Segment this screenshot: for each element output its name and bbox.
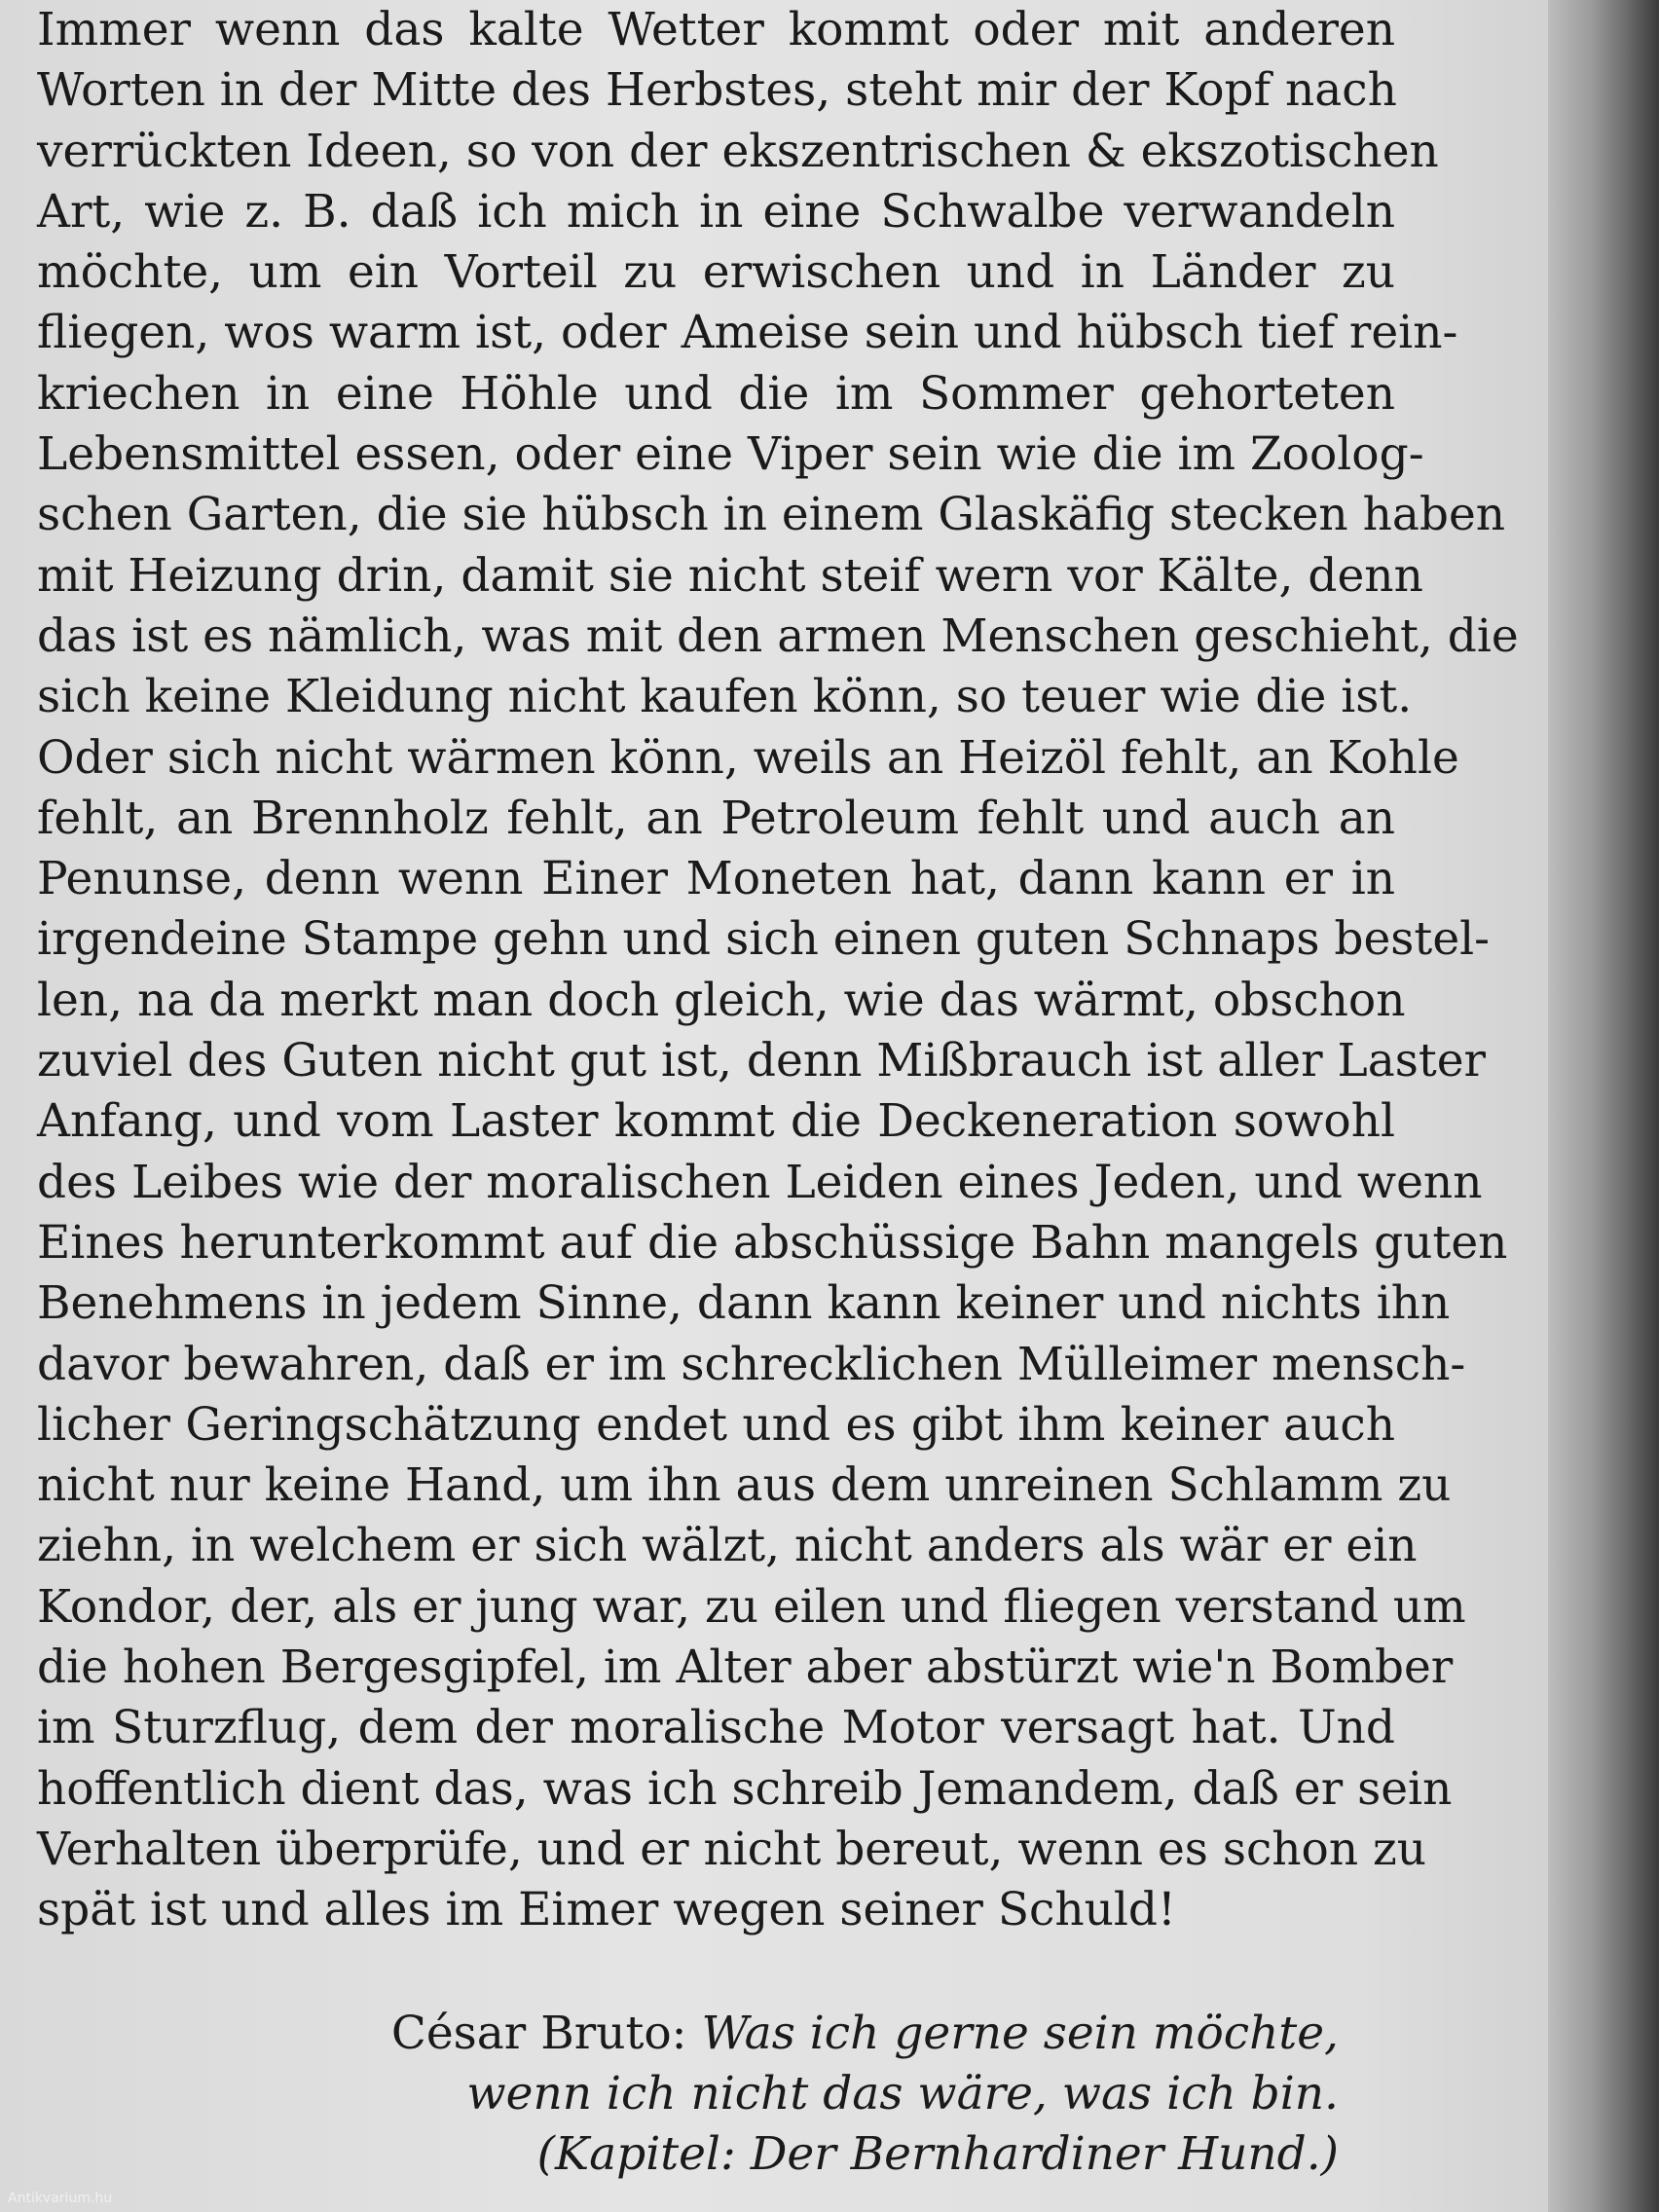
citation-author: César Bruto: <box>390 2007 687 2060</box>
body-text <box>37 0 1519 1941</box>
citation-chapter: (Kapitel: Der Bernhardiner Hund.) <box>536 2127 1339 2181</box>
text-line: möchte, um ein Vorteil zu erwischen und in Länder zu <box>37 245 1395 300</box>
text-line: hoffentlich dient das, was ich schreib Jemandem, daß er sein <box>37 1761 1453 1816</box>
text-line: Kondor, der, als er jung war, zu eilen und fliegen verstand um <box>37 1579 1466 1634</box>
text-line: des Leibes wie der moralischen Leiden eines Jeden, und wenn <box>37 1155 1483 1209</box>
watermark: Antikvarium.hu <box>8 2191 113 2206</box>
text-line: zuviel des Guten nicht gut ist, denn Mißbrauch ist aller Laster <box>37 1034 1487 1088</box>
text-line: Immer wenn das kalte Wetter kommt oder mit anderen <box>37 3 1395 56</box>
text-line: kriechen in eine Höhle und die im Sommer gehorteten <box>37 366 1395 421</box>
text-line: ziehn, in welchem er sich wälzt, nicht anders als wär er ein <box>37 1519 1418 1573</box>
text-line: licher Geringschätzung endet und es gibt ihm keiner auch <box>37 1397 1395 1452</box>
citation-work-line-2: wenn ich nicht das wäre, was ich bin. <box>466 2067 1339 2120</box>
text-line: len, na da merkt man doch gleich, wie das wärmt, obschon <box>37 973 1406 1027</box>
text-line: Anfang, und vom Laster kommt die Deckeneration sowohl <box>37 1094 1395 1149</box>
text-line: mit Heizung drin, damit sie nicht steif wern vor Kälte, denn <box>37 548 1423 603</box>
text-line: Art, wie z. B. daß ich mich in eine Schwalbe verwandeln <box>37 184 1395 239</box>
text-line: Eines herunterkommt auf die abschüssige Bahn mangels guten <box>37 1215 1508 1270</box>
text-line: die hohen Bergesgipfel, im Alter aber abstürzt wie'n Bomber <box>37 1641 1454 1695</box>
text-line: im Sturzflug, dem der moralische Motor versagt hat. Und <box>37 1701 1395 1755</box>
text-line: davor bewahren, daß er im schrecklichen Mülleimer mensch- <box>37 1337 1466 1391</box>
text-line: das ist es nämlich, was mit den armen Menschen geschieht, die <box>37 608 1519 663</box>
citation-work-line-1: Was ich gerne sein möchte, <box>701 2007 1339 2060</box>
text-line: spät ist und alles im Eimer wegen seiner Schuld! <box>37 1883 1176 1937</box>
text-line: Oder sich nicht wärmen könn, weils an Heizöl fehlt, an Kohle <box>37 730 1459 785</box>
text-line: irgendeine Stampe gehn und sich einen guten Schnaps bestel- <box>37 912 1491 967</box>
text-line: fehlt, an Brennholz fehlt, an Petroleum fehlt und auch an <box>37 791 1395 845</box>
text-line: Lebensmittel essen, oder eine Viper sein wie die im Zoolog- <box>37 427 1424 482</box>
text-line: Worten in der Mitte des Herbstes, steht mir der Kopf nach <box>37 63 1397 118</box>
text-line: sich keine Kleidung nicht kaufen könn, so teuer wie die ist. <box>37 670 1413 724</box>
book-spine-shadow <box>1548 0 1659 2212</box>
text-line: fliegen, wos warm ist, oder Ameise sein und hübsch tief rein- <box>37 306 1458 360</box>
text-line: nicht nur keine Hand, um ihn aus dem unreinen Schlamm zu <box>37 1458 1452 1513</box>
citation <box>391 2004 1339 2185</box>
text-line: Penunse, denn wenn Einer Moneten hat, dann kann er in <box>37 852 1395 906</box>
text-line: Verhalten überprüfe, und er nicht bereut, wenn es schon zu <box>37 1822 1427 1876</box>
text-line: Benehmens in jedem Sinne, dann kann keiner und nichts ihn <box>37 1276 1451 1331</box>
text-line: verrückten Ideen, so von der ekszentrischen & ekszotischen <box>37 124 1439 178</box>
text-line: schen Garten, die sie hübsch in einem Glaskäfig stecken haben <box>37 488 1506 542</box>
citation-line-1 <box>391 2004 1339 2064</box>
